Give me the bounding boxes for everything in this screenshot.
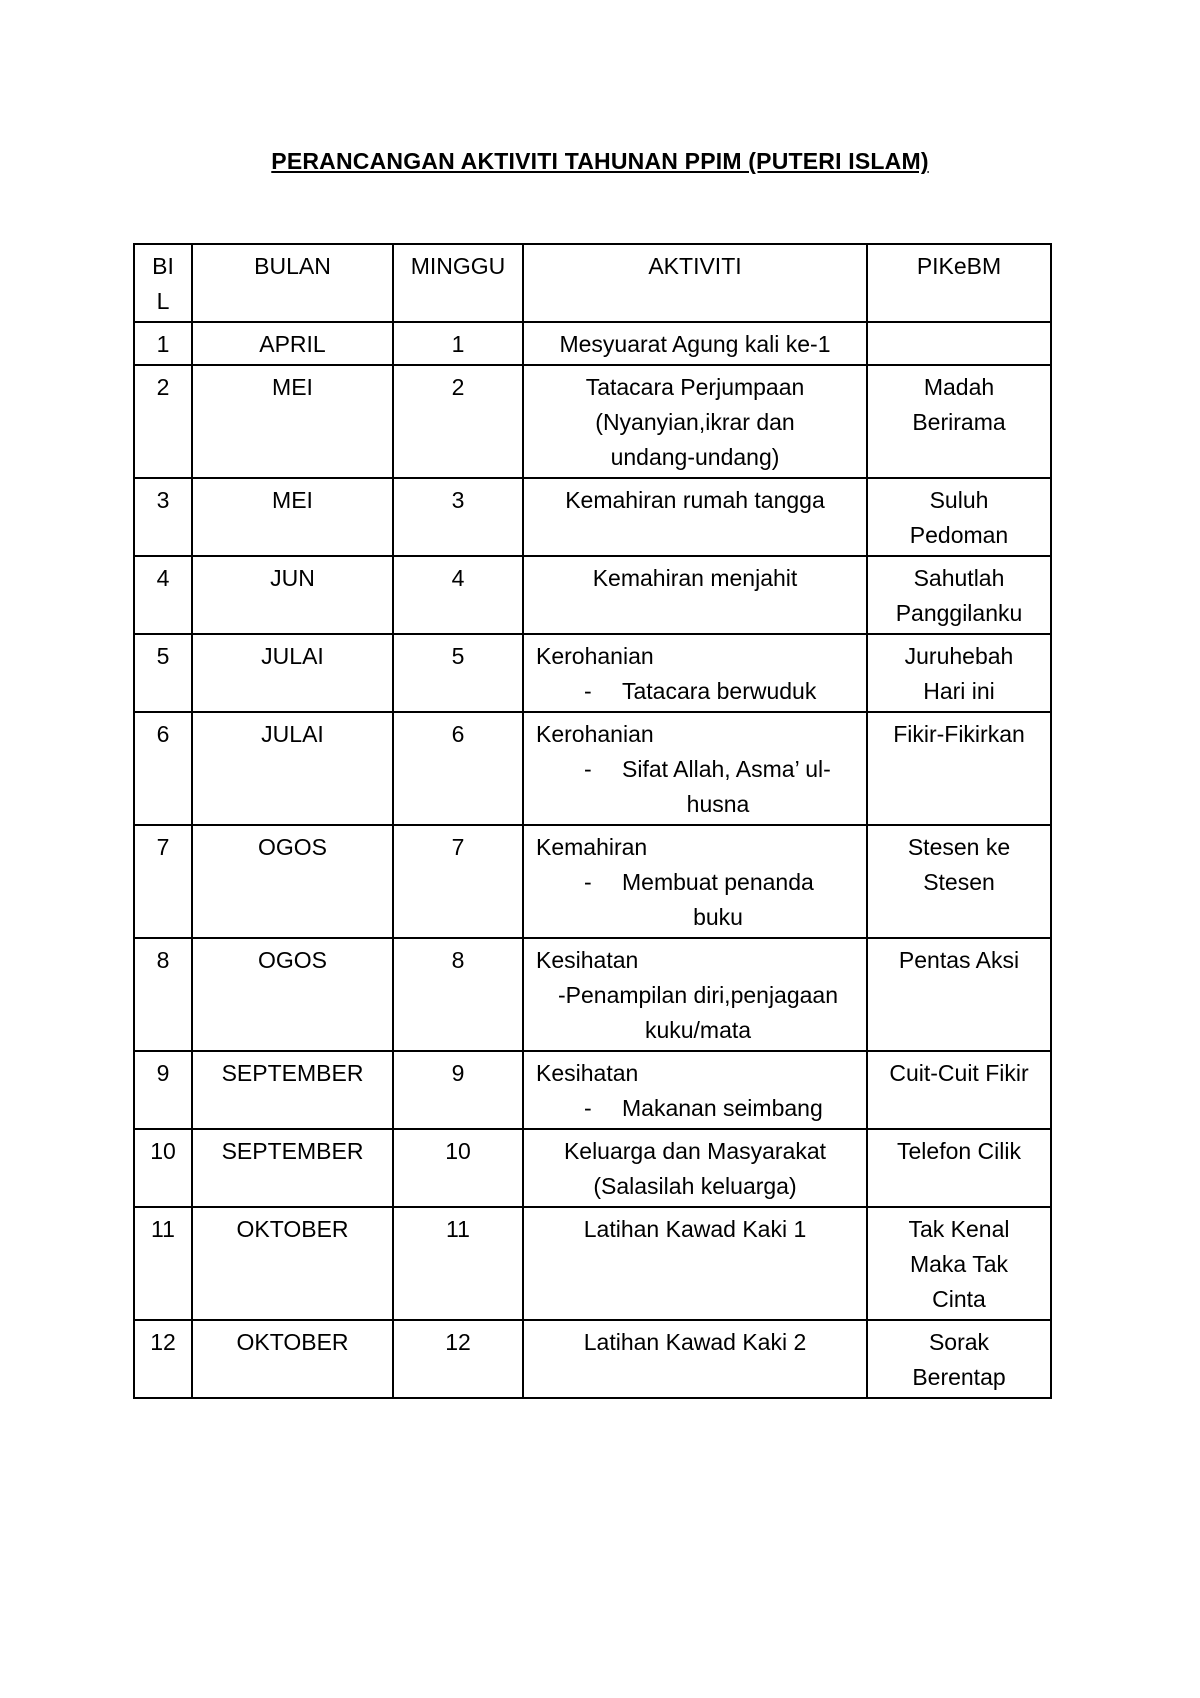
cell-pikebm: Cuit-Cuit Fikir <box>867 1051 1051 1129</box>
header-bulan: BULAN <box>192 244 393 322</box>
cell-pikebm: Suluh Pedoman <box>867 478 1051 556</box>
cell-aktiviti: Tatacara Perjumpaan (Nyanyian,ikrar dan undang-undang) <box>523 365 867 478</box>
table-row <box>134 322 1051 365</box>
aktiviti-main: Kerohanian <box>536 721 654 747</box>
aktiviti-main: Kemahiran <box>536 834 648 860</box>
aktiviti-sub-continuation: husna <box>686 791 750 817</box>
cell-bulan: MEI <box>192 478 393 556</box>
header-bil-line-1: BI <box>152 253 174 279</box>
aktiviti-sub-text: Makanan seimbang <box>622 1095 823 1121</box>
header-bil-line-2: L <box>156 288 170 314</box>
cell-pikebm: Madah Berirama <box>867 365 1051 478</box>
cell-bulan: SEPTEMBER <box>192 1129 393 1207</box>
header-bil <box>134 244 192 322</box>
cell-pikebm: Fikir-Fikirkan <box>867 712 1051 825</box>
table-row <box>134 365 1051 478</box>
table-row <box>134 1051 1051 1129</box>
cell-bil: 1 <box>134 322 192 365</box>
cell-minggu: 7 <box>393 825 523 938</box>
cell-minggu: 2 <box>393 365 523 478</box>
cell-bil: 4 <box>134 556 192 634</box>
aktiviti-sub-text: Sifat Allah, Asma’ ul- <box>622 756 831 782</box>
cell-pikebm: Stesen ke Stesen <box>867 825 1051 938</box>
aktiviti-sub-text: -Penampilan diri,penjagaan <box>557 982 839 1008</box>
aktiviti-main: Kesihatan <box>536 1060 639 1086</box>
cell-minggu: 10 <box>393 1129 523 1207</box>
cell-bil: 11 <box>134 1207 192 1320</box>
header-aktiviti: AKTIVITI <box>523 244 867 322</box>
table-row <box>134 825 1051 938</box>
cell-bil: 7 <box>134 825 192 938</box>
cell-bulan: MEI <box>192 365 393 478</box>
cell-minggu: 1 <box>393 322 523 365</box>
table-row <box>134 634 1051 712</box>
aktiviti-sub-item: - Sifat Allah, Asma’ ul- <box>584 756 831 782</box>
cell-pikebm: Juruhebah Hari ini <box>867 634 1051 712</box>
cell-minggu: 11 <box>393 1207 523 1320</box>
cell-minggu: 4 <box>393 556 523 634</box>
aktiviti-sub-text: Membuat penanda <box>622 869 814 895</box>
cell-minggu: 8 <box>393 938 523 1051</box>
cell-bulan: APRIL <box>192 322 393 365</box>
cell-aktiviti <box>523 712 867 825</box>
cell-aktiviti <box>523 1051 867 1129</box>
cell-bulan: OGOS <box>192 825 393 938</box>
cell-aktiviti: Kemahiran menjahit <box>523 556 867 634</box>
aktiviti-sub-item: - Membuat penanda <box>584 869 814 895</box>
cell-minggu: 3 <box>393 478 523 556</box>
page-title: PERANCANGAN AKTIVITI TAHUNAN PPIM (PUTERI ISLAM) <box>271 148 929 174</box>
cell-aktiviti: Keluarga dan Masyarakat (Salasilah keluarga) <box>523 1129 867 1207</box>
cell-aktiviti: Kemahiran rumah tangga <box>523 478 867 556</box>
cell-aktiviti: Latihan Kawad Kaki 1 <box>523 1207 867 1320</box>
cell-minggu: 5 <box>393 634 523 712</box>
aktiviti-sub-item: - Tatacara berwuduk <box>584 678 817 704</box>
cell-bil: 6 <box>134 712 192 825</box>
cell-pikebm: Tak Kenal Maka Tak Cinta <box>867 1207 1051 1320</box>
cell-bulan: OKTOBER <box>192 1207 393 1320</box>
activity-table <box>133 243 1052 1399</box>
table-row <box>134 712 1051 825</box>
cell-bil: 3 <box>134 478 192 556</box>
cell-aktiviti: Latihan Kawad Kaki 2 <box>523 1320 867 1398</box>
cell-bulan: OGOS <box>192 938 393 1051</box>
table-row <box>134 1320 1051 1398</box>
cell-bulan: JUN <box>192 556 393 634</box>
cell-aktiviti <box>523 825 867 938</box>
table-row <box>134 938 1051 1051</box>
cell-bulan: JULAI <box>192 634 393 712</box>
cell-pikebm: Sorak Berentap <box>867 1320 1051 1398</box>
cell-bil: 10 <box>134 1129 192 1207</box>
table-header-row <box>134 244 1051 322</box>
cell-bulan: JULAI <box>192 712 393 825</box>
aktiviti-sub-continuation: kuku/mata <box>644 1017 752 1043</box>
cell-minggu: 9 <box>393 1051 523 1129</box>
cell-pikebm: Sahutlah Panggilanku <box>867 556 1051 634</box>
cell-bil: 9 <box>134 1051 192 1129</box>
cell-aktiviti: Mesyuarat Agung kali ke-1 <box>523 322 867 365</box>
table-row <box>134 1129 1051 1207</box>
cell-bulan: SEPTEMBER <box>192 1051 393 1129</box>
cell-aktiviti <box>523 634 867 712</box>
cell-aktiviti <box>523 938 867 1051</box>
cell-minggu: 6 <box>393 712 523 825</box>
table-row <box>134 478 1051 556</box>
cell-bil: 12 <box>134 1320 192 1398</box>
table-row <box>134 1207 1051 1320</box>
aktiviti-main: Kerohanian <box>536 643 654 669</box>
cell-pikebm <box>867 322 1051 365</box>
cell-bulan: OKTOBER <box>192 1320 393 1398</box>
aktiviti-sub-item: - Makanan seimbang <box>584 1095 823 1121</box>
cell-pikebm: Telefon Cilik <box>867 1129 1051 1207</box>
cell-pikebm: Pentas Aksi <box>867 938 1051 1051</box>
table-row <box>134 556 1051 634</box>
aktiviti-sub-text: Tatacara berwuduk <box>622 678 817 704</box>
cell-bil: 2 <box>134 365 192 478</box>
aktiviti-main: Kesihatan <box>536 947 639 973</box>
cell-minggu: 12 <box>393 1320 523 1398</box>
cell-bil: 5 <box>134 634 192 712</box>
cell-bil: 8 <box>134 938 192 1051</box>
header-pikebm: PIKeBM <box>867 244 1051 322</box>
aktiviti-sub-continuation: buku <box>693 904 743 930</box>
header-minggu: MINGGU <box>393 244 523 322</box>
